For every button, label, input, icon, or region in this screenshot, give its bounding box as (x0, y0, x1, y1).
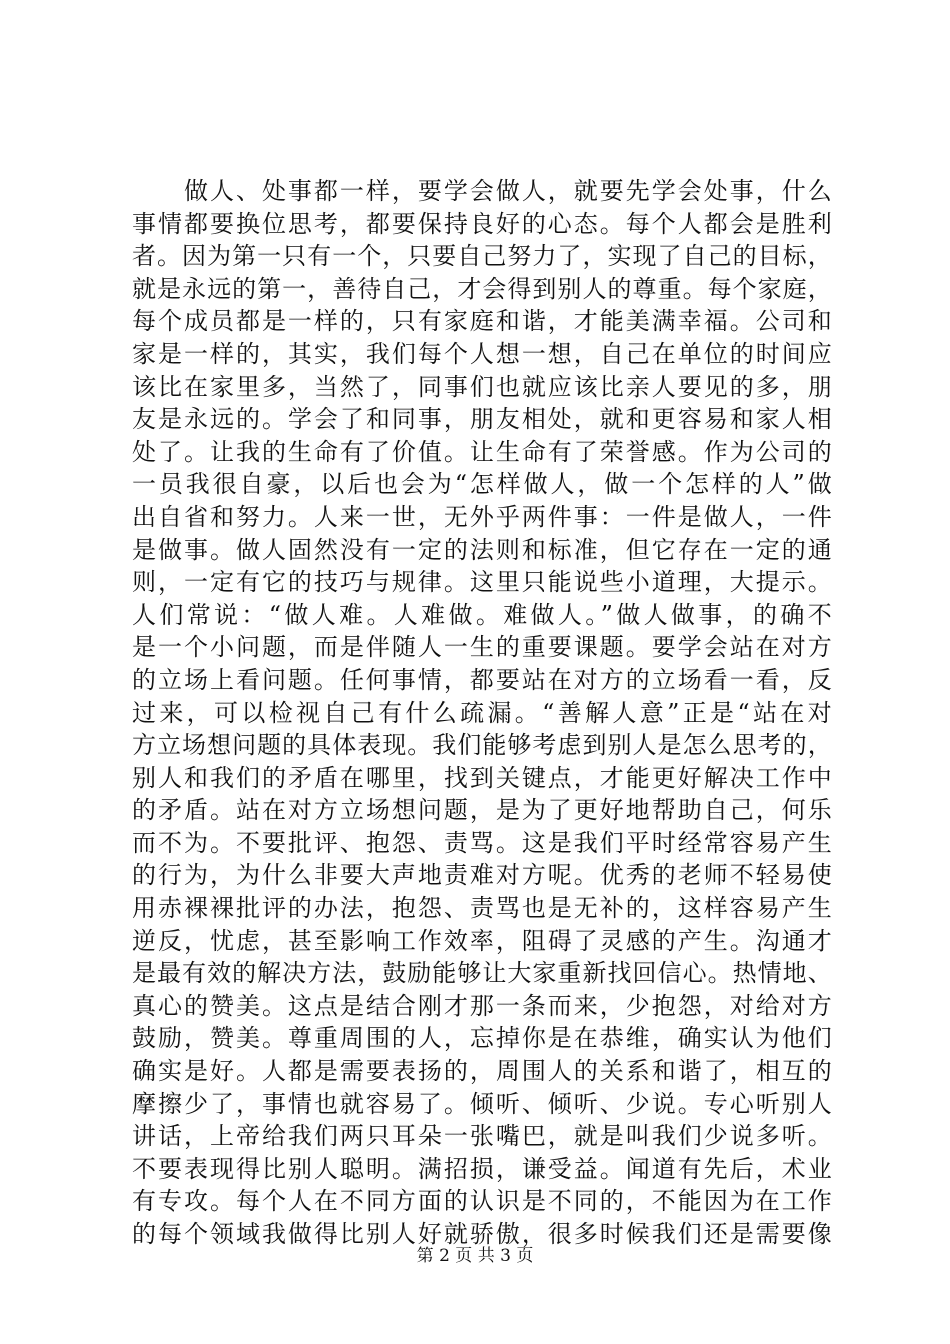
text-line: 的矛盾。站在对方立场想问题，是为了更好地帮助自己，何乐 (132, 796, 832, 825)
text-line: 出自省和努力。人来一世，无外乎两件事：一件是做人，一件 (132, 502, 832, 531)
text-line: 处了。让我的生命有了价值。让生命有了荣誉感。作为公司的 (132, 437, 832, 466)
text-line: 有专攻。每个人在不同方面的认识是不同的，不能因为在工作 (132, 1187, 832, 1216)
text-line: 是最有效的解决方法，鼓励能够让大家重新找回信心。热情地、 (132, 959, 832, 988)
text-line: 的行为，为什么非要大声地责难对方呢。优秀的老师不轻易使 (132, 861, 832, 890)
text-line: 是做事。做人固然没有一定的法则和标准，但它存在一定的通 (132, 535, 832, 564)
text-line: 做人、处事都一样，要学会做人，就要先学会处事，什么 (132, 177, 832, 205)
text-line: 一员我很自豪，以后也会为“怎样做人，做一个怎样的人”做 (132, 470, 832, 499)
text-line: 是一个小问题，而是伴随人一生的重要课题。要学会站在对方 (132, 633, 832, 662)
text-line: 人们常说：“做人难。人难做。难做人。”做人做事，的确不 (132, 600, 832, 629)
text-line: 每个成员都是一样的，只有家庭和谐，才能美满幸福。公司和 (132, 307, 832, 336)
text-line: 而不为。不要批评、抱怨、责骂。这是我们平时经常容易产生 (132, 828, 832, 857)
text-line: 过来，可以检视自己有什么疏漏。“善解人意”正是“站在对 (132, 698, 832, 727)
text-line: 不要表现得比别人聪明。满招损，谦受益。闻道有先后，术业 (132, 1154, 832, 1183)
text-line: 确实是好。人都是需要表扬的，周围人的关系和谐了，相互的 (132, 1057, 832, 1086)
text-line: 方立场想问题的具体表现。我们能够考虑到别人是怎么思考的， (132, 731, 832, 760)
text-line: 鼓励，赞美。尊重周围的人，忘掉你是在恭维，确实认为他们 (132, 1024, 832, 1053)
text-line: 友是永远的。学会了和同事，朋友相处，就和更容易和家人相 (132, 405, 832, 434)
text-line: 真心的赞美。这点是结合刚才那一条而来，少抱怨，对给对方 (132, 991, 832, 1020)
text-line: 事情都要换位思考，都要保持良好的心态。每个人都会是胜利 (132, 209, 832, 238)
text-line: 逆反，忧虑，甚至影响工作效率，阻碍了灵感的产生。沟通才 (132, 926, 832, 955)
text-line: 就是永远的第一，善待自己，才会得到别人的尊重。每个家庭， (132, 274, 832, 303)
text-line: 家是一样的，其实，我们每个人想一想，自己在单位的时间应 (132, 339, 832, 368)
body-text (132, 175, 832, 1251)
text-line: 摩擦少了，事情也就容易了。倾听、倾听、少说。专心听别人 (132, 1089, 832, 1118)
text-line: 别人和我们的矛盾在哪里，找到关键点，才能更好解决工作中 (132, 763, 832, 792)
page-footer: 第 2 页 共 3 页 (416, 1246, 534, 1266)
text-line: 的立场上看问题。任何事情，都要站在对方的立场看一看，反 (132, 665, 832, 694)
text-line: 者。因为第一只有一个，只要自己努力了，实现了自己的目标， (132, 242, 832, 271)
text-line: 该比在家里多，当然了，同事们也就应该比亲人要见的多，朋 (132, 372, 832, 401)
text-line: 的每个领域我做得比别人好就骄傲，很多时候我们还是需要像 (132, 1220, 832, 1248)
text-line: 用赤裸裸批评的办法，抱怨、责骂也是无补的，这样容易产生 (132, 894, 832, 923)
text-line: 则，一定有它的技巧与规律。这里只能说些小道理，大提示。 (132, 568, 832, 597)
text-line: 讲话，上帝给我们两只耳朵一张嘴巴，就是叫我们少说多听。 (132, 1122, 832, 1151)
